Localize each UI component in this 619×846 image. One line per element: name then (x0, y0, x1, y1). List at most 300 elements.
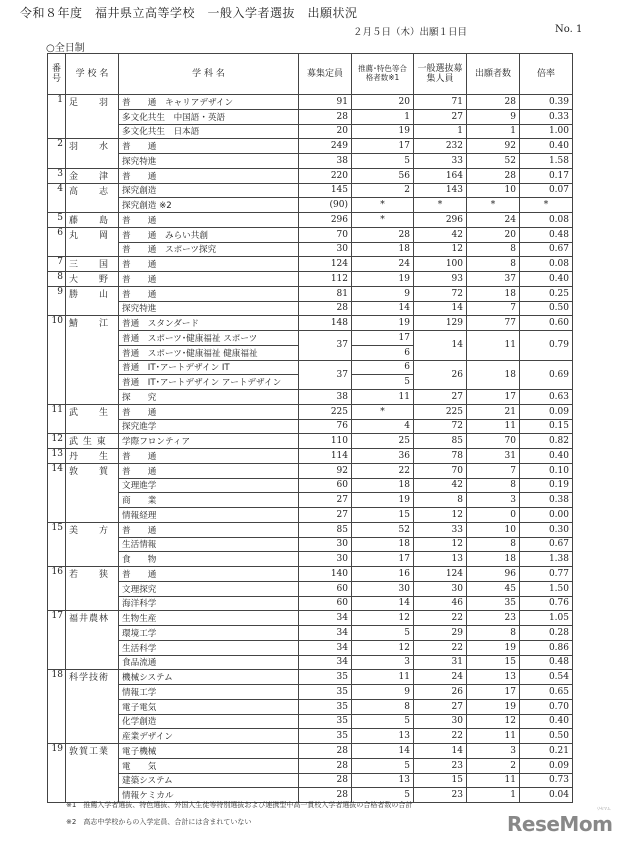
general-quota: 72 (414, 419, 467, 434)
school-name: 福井農林 (66, 611, 119, 670)
recommended-admitted: 14 (352, 596, 414, 611)
department-name: 多文化共生 中国語・英語 (119, 109, 299, 124)
school-name: 丹 生 (66, 449, 119, 464)
department-name: 普 通 スポーツ探究 (119, 242, 299, 257)
general-quota: 22 (414, 611, 467, 626)
capacity: 35 (299, 714, 352, 729)
school-number: 17 (48, 611, 66, 670)
ratio: 0.21 (520, 744, 573, 759)
applicants: 0 (467, 508, 520, 523)
recommended-admitted: 11 (352, 670, 414, 685)
ratio: 1.50 (520, 581, 573, 596)
table-row (48, 168, 573, 183)
table-row (48, 758, 573, 773)
school-number: 6 (48, 227, 66, 257)
capacity: 296 (299, 213, 352, 228)
recommended-admitted: 19 (352, 316, 414, 331)
capacity: 148 (299, 316, 352, 331)
department-name: 普 通 (119, 213, 299, 228)
department-name: 探究創造 (119, 183, 299, 198)
general-quota: 42 (414, 478, 467, 493)
capacity: 30 (299, 552, 352, 567)
applicants: 8 (467, 242, 520, 257)
department-name: 文理進学 (119, 478, 299, 493)
capacity: 110 (299, 434, 352, 449)
department-name: 環境工学 (119, 626, 299, 641)
recommended-admitted: 14 (352, 301, 414, 316)
school-name: 美 方 (66, 522, 119, 566)
department-name: 生物生産 (119, 611, 299, 626)
department-name: 探究創造 ※2 (119, 198, 299, 213)
applicants: 11 (467, 729, 520, 744)
ratio: 0.63 (520, 390, 573, 405)
school-number: 8 (48, 272, 66, 287)
table-row (48, 434, 573, 449)
department-name: 普 通 (119, 168, 299, 183)
capacity: 114 (299, 449, 352, 464)
applicants: 19 (467, 640, 520, 655)
applicants: 21 (467, 404, 520, 419)
ratio: 0.50 (520, 301, 573, 316)
department-name: 化学創造 (119, 714, 299, 729)
header-no: 番号 (48, 54, 66, 95)
applicants: 37 (467, 272, 520, 287)
ratio: 0.08 (520, 213, 573, 228)
school-number: 2 (48, 139, 66, 169)
ratio: 0.15 (520, 419, 573, 434)
ratio: 0.54 (520, 670, 573, 685)
capacity: 20 (299, 124, 352, 139)
school-number: 1 (48, 95, 66, 139)
table-row (48, 404, 573, 419)
capacity: 28 (299, 301, 352, 316)
capacity: 27 (299, 493, 352, 508)
recommended-admitted: 52 (352, 522, 414, 537)
recommended-admitted: 3 (352, 655, 414, 670)
school-number: 11 (48, 404, 66, 434)
table-row (48, 685, 573, 700)
recommended-admitted: 16 (352, 567, 414, 582)
table-row (48, 316, 573, 331)
applicants: 3 (467, 493, 520, 508)
recommended-admitted: * (352, 213, 414, 228)
recommended-admitted: 24 (352, 257, 414, 272)
header-ippan: 一般選抜募集人員 (414, 54, 467, 95)
applicants: 52 (467, 154, 520, 169)
ratio: 0.33 (520, 109, 573, 124)
ratio: 0.19 (520, 478, 573, 493)
capacity: 92 (299, 463, 352, 478)
table-row (48, 773, 573, 788)
general-quota: 100 (414, 257, 467, 272)
department-name: 普 通 (119, 567, 299, 582)
capacity: 38 (299, 390, 352, 405)
ratio: 0.76 (520, 596, 573, 611)
table-row (48, 257, 573, 272)
table-row (48, 139, 573, 154)
applicants: 2 (467, 758, 520, 773)
capacity: 81 (299, 286, 352, 301)
ratio: 0.50 (520, 729, 573, 744)
general-quota: 22 (414, 640, 467, 655)
ratio: 0.69 (520, 360, 573, 390)
applicants: 19 (467, 699, 520, 714)
ratio: 0.40 (520, 714, 573, 729)
header-dept: 学 科 名 (119, 54, 299, 95)
capacity: 112 (299, 272, 352, 287)
school-number: 12 (48, 434, 66, 449)
department-name: 産業デザイン (119, 729, 299, 744)
recommended-admitted: 13 (352, 729, 414, 744)
department-name: 普 通 キャリアデザイン (119, 95, 299, 110)
department-name: 普通 IT･アートデザイン アートデザイン (119, 375, 299, 390)
applicants: 11 (467, 773, 520, 788)
recommended-admitted: 13 (352, 773, 414, 788)
department-name: 機械システム (119, 670, 299, 685)
department-name: 電 気 (119, 758, 299, 773)
applicants: 9 (467, 109, 520, 124)
capacity: 30 (299, 242, 352, 257)
ratio: 0.38 (520, 493, 573, 508)
capacity: 34 (299, 655, 352, 670)
general-quota: 30 (414, 581, 467, 596)
general-quota: 14 (414, 744, 467, 759)
capacity: 91 (299, 95, 352, 110)
capacity: 35 (299, 729, 352, 744)
department-name: 学際フロンティア (119, 434, 299, 449)
recommended-admitted: 19 (352, 272, 414, 287)
capacity: 225 (299, 404, 352, 419)
general-quota: * (414, 198, 467, 213)
application-status-table (47, 53, 573, 803)
school-name: 金 津 (66, 168, 119, 183)
table-row (48, 95, 573, 110)
capacity: 30 (299, 537, 352, 552)
general-quota: 93 (414, 272, 467, 287)
applicants: 20 (467, 227, 520, 242)
table-row (48, 729, 573, 744)
general-quota: 24 (414, 670, 467, 685)
general-quota: 232 (414, 139, 467, 154)
recommended-admitted: 5 (352, 375, 414, 390)
header-school: 学 校 名 (66, 54, 119, 95)
capacity: 34 (299, 611, 352, 626)
table-row (48, 449, 573, 464)
capacity: 37 (299, 360, 352, 390)
department-name: 普 通 (119, 522, 299, 537)
school-number: 16 (48, 567, 66, 611)
table-row (48, 744, 573, 759)
ratio: 0.40 (520, 449, 573, 464)
school-number: 14 (48, 463, 66, 522)
department-name: 普 通 みらい共創 (119, 227, 299, 242)
school-number: 4 (48, 183, 66, 213)
table-row (48, 213, 573, 228)
applicants: 8 (467, 626, 520, 641)
general-quota: 225 (414, 404, 467, 419)
school-number: 9 (48, 286, 66, 316)
ratio: 1.58 (520, 154, 573, 169)
ratio: 0.48 (520, 655, 573, 670)
applicants: 23 (467, 611, 520, 626)
table-row (48, 124, 573, 139)
general-quota: 14 (414, 301, 467, 316)
department-name: 普 通 (119, 272, 299, 287)
table-row (48, 419, 573, 434)
applicants: 15 (467, 655, 520, 670)
table-row (48, 640, 573, 655)
general-quota: 124 (414, 567, 467, 582)
department-name: 生活情報 (119, 537, 299, 552)
footnote-1: ※1 推薦入学者選抜、特色選抜、外国人生徒等特別選抜および連携型中高一貫校入学者選抜の合格者数の合計 (66, 801, 413, 809)
applicants: 7 (467, 301, 520, 316)
recommended-admitted: 5 (352, 714, 414, 729)
table-row (48, 596, 573, 611)
general-quota: 33 (414, 522, 467, 537)
department-name: 普通 スタンダード (119, 316, 299, 331)
ratio: 0.48 (520, 227, 573, 242)
recommended-admitted: 18 (352, 537, 414, 552)
capacity: 28 (299, 744, 352, 759)
recommended-admitted: 18 (352, 478, 414, 493)
recommended-admitted: 25 (352, 434, 414, 449)
recommended-admitted: 12 (352, 611, 414, 626)
ratio: 0.40 (520, 272, 573, 287)
general-quota: 26 (414, 360, 467, 390)
applicants: 96 (467, 567, 520, 582)
general-quota: 296 (414, 213, 467, 228)
capacity: 34 (299, 640, 352, 655)
ratio: 0.67 (520, 537, 573, 552)
school-name: 大 野 (66, 272, 119, 287)
department-name: 情報ケミカル (119, 788, 299, 803)
general-quota: 29 (414, 626, 467, 641)
ratio: 0.04 (520, 788, 573, 803)
department-name: 情報経理 (119, 508, 299, 523)
capacity: 35 (299, 699, 352, 714)
recommended-admitted: 19 (352, 124, 414, 139)
ratio: 0.17 (520, 168, 573, 183)
school-name: 敦賀工業 (66, 744, 119, 803)
department-name: 海洋科学 (119, 596, 299, 611)
school-name: 羽 水 (66, 139, 119, 169)
recommended-admitted: 19 (352, 493, 414, 508)
ratio: 1.05 (520, 611, 573, 626)
general-quota: 33 (414, 154, 467, 169)
department-name: 生活科学 (119, 640, 299, 655)
general-quota: 42 (414, 227, 467, 242)
capacity: 140 (299, 567, 352, 582)
school-number: 3 (48, 168, 66, 183)
applicants: 11 (467, 419, 520, 434)
general-quota: 12 (414, 242, 467, 257)
school-number: 5 (48, 213, 66, 228)
header-shutsugan: 出願者数 (467, 54, 520, 95)
capacity: 35 (299, 685, 352, 700)
ratio: 0.67 (520, 242, 573, 257)
school-name: 科学技術 (66, 670, 119, 744)
general-quota: 12 (414, 508, 467, 523)
recommended-admitted: * (352, 198, 414, 213)
general-quota: 23 (414, 788, 467, 803)
applicants: 10 (467, 522, 520, 537)
capacity: 38 (299, 154, 352, 169)
general-quota: 72 (414, 286, 467, 301)
recommended-admitted: 5 (352, 788, 414, 803)
ratio: 0.09 (520, 758, 573, 773)
general-quota: 26 (414, 685, 467, 700)
ratio: 0.40 (520, 139, 573, 154)
general-quota: 164 (414, 168, 467, 183)
table-row (48, 611, 573, 626)
capacity: 220 (299, 168, 352, 183)
logo-ruby: リセマム (596, 806, 611, 811)
page-number: No. 1 (555, 24, 583, 35)
recommended-admitted: 18 (352, 242, 414, 257)
table-row (48, 242, 573, 257)
school-name: 高 志 (66, 183, 119, 213)
table-row (48, 655, 573, 670)
department-name: 普通 IT･アートデザイン IT (119, 360, 299, 375)
table-row (48, 331, 573, 346)
department-name: 普 通 (119, 139, 299, 154)
general-quota: 78 (414, 449, 467, 464)
recommended-admitted: 15 (352, 508, 414, 523)
general-quota: 15 (414, 773, 467, 788)
table-row (48, 508, 573, 523)
recommended-admitted: 17 (352, 139, 414, 154)
applicants: 1 (467, 124, 520, 139)
recommended-admitted: 5 (352, 626, 414, 641)
table-row (48, 522, 573, 537)
recommended-admitted: 14 (352, 744, 414, 759)
ratio: 0.28 (520, 626, 573, 641)
document-title: 令和８年度 福井県立高等学校 一般入学者選抜 出願状況 (20, 6, 358, 20)
capacity: 28 (299, 788, 352, 803)
department-name: 普 通 (119, 449, 299, 464)
general-quota: 1 (414, 124, 467, 139)
general-quota: 23 (414, 758, 467, 773)
capacity: 249 (299, 139, 352, 154)
department-name: 文理探究 (119, 581, 299, 596)
capacity: 60 (299, 581, 352, 596)
table-row (48, 699, 573, 714)
table-row (48, 567, 573, 582)
table-row (48, 301, 573, 316)
general-quota: 12 (414, 537, 467, 552)
general-quota: 27 (414, 109, 467, 124)
capacity: 85 (299, 522, 352, 537)
section-label: ○全日制 (46, 43, 85, 54)
ratio: 0.65 (520, 685, 573, 700)
recommended-admitted: 20 (352, 95, 414, 110)
recommended-admitted: * (352, 404, 414, 419)
ratio: 0.77 (520, 567, 573, 582)
ratio: 0.79 (520, 331, 573, 361)
recommended-admitted: 1 (352, 109, 414, 124)
capacity: 35 (299, 670, 352, 685)
recommended-admitted: 6 (352, 345, 414, 360)
table-row (48, 552, 573, 567)
applicants: 17 (467, 685, 520, 700)
school-name: 武 生 東 (66, 434, 119, 449)
department-name: 電子電気 (119, 699, 299, 714)
department-name: 探究特進 (119, 301, 299, 316)
school-name: 丸 岡 (66, 227, 119, 257)
ratio: 0.86 (520, 640, 573, 655)
applicants: 7 (467, 463, 520, 478)
table-row (48, 183, 573, 198)
table-row (48, 714, 573, 729)
applicants: 77 (467, 316, 520, 331)
table-row (48, 272, 573, 287)
recommended-admitted: 17 (352, 331, 414, 346)
applicants: 28 (467, 168, 520, 183)
capacity: 124 (299, 257, 352, 272)
footnote-2: ※2 高志中学校からの入学定員、合計には含まれていない (66, 818, 252, 826)
department-name: 探究進学 (119, 419, 299, 434)
capacity: 145 (299, 183, 352, 198)
resemom-logo (507, 806, 613, 836)
general-quota: 70 (414, 463, 467, 478)
recommended-admitted: 28 (352, 227, 414, 242)
general-quota: 143 (414, 183, 467, 198)
applicants: 45 (467, 581, 520, 596)
applicants: 35 (467, 596, 520, 611)
table-row (48, 198, 573, 213)
header-bairitsu: 倍率 (520, 54, 573, 95)
school-name: 足 羽 (66, 95, 119, 139)
applicants: 18 (467, 552, 520, 567)
recommended-admitted: 6 (352, 360, 414, 375)
ratio: 0.70 (520, 699, 573, 714)
recommended-admitted: 30 (352, 581, 414, 596)
recommended-admitted: 36 (352, 449, 414, 464)
department-name: 普通 スポーツ･健康福祉 スポーツ (119, 331, 299, 346)
school-name: 藤 島 (66, 213, 119, 228)
recommended-admitted: 2 (352, 183, 414, 198)
department-name: 多文化共生 日本語 (119, 124, 299, 139)
ratio: 0.30 (520, 522, 573, 537)
applicants: 18 (467, 286, 520, 301)
capacity: 34 (299, 626, 352, 641)
recommended-admitted: 56 (352, 168, 414, 183)
applicants: 70 (467, 434, 520, 449)
applicants: 1 (467, 788, 520, 803)
school-name: 武 生 (66, 404, 119, 434)
table-header-row (48, 54, 573, 95)
applicants: 13 (467, 670, 520, 685)
table-row (48, 390, 573, 405)
school-number: 7 (48, 257, 66, 272)
school-number: 15 (48, 522, 66, 566)
capacity: 76 (299, 419, 352, 434)
ratio: 0.73 (520, 773, 573, 788)
table-row (48, 493, 573, 508)
school-number: 10 (48, 316, 66, 405)
school-number: 19 (48, 744, 66, 803)
applicants: 28 (467, 95, 520, 110)
school-number: 18 (48, 670, 66, 744)
department-name: 食 物 (119, 552, 299, 567)
applicants: 24 (467, 213, 520, 228)
school-name: 勝 山 (66, 286, 119, 316)
general-quota: 31 (414, 655, 467, 670)
general-quota: 46 (414, 596, 467, 611)
capacity: 70 (299, 227, 352, 242)
ratio: 0.25 (520, 286, 573, 301)
header-teiin: 募集定員 (299, 54, 352, 95)
